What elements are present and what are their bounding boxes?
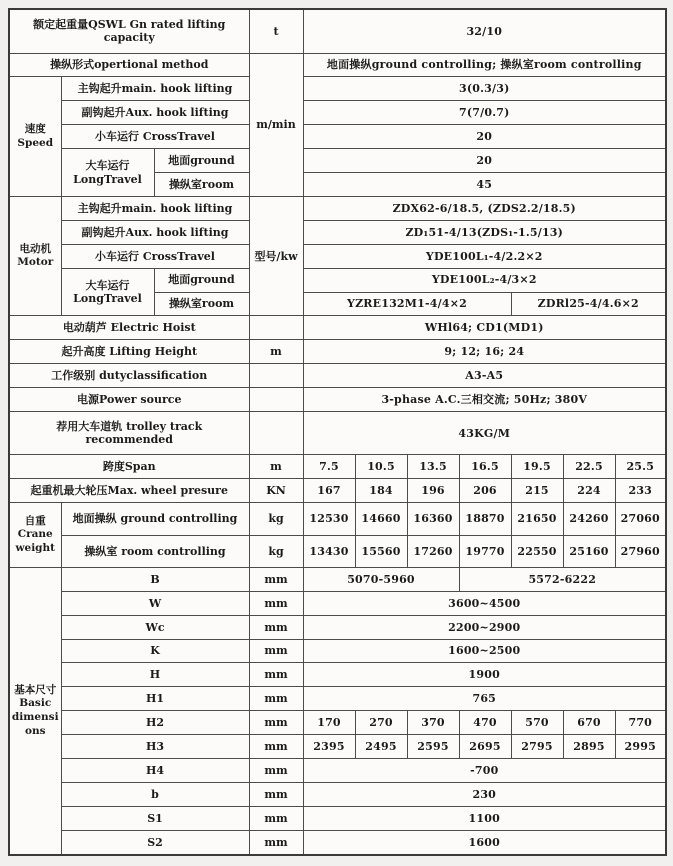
dim-K-label: K <box>61 639 249 663</box>
row-weight-room <box>9 535 666 567</box>
span-label: 跨度Span <box>9 455 249 479</box>
dim-S2-value: 1600 <box>303 830 666 855</box>
dim-S2-label: S2 <box>61 830 249 855</box>
weight-ground-cell: 24260 <box>563 503 615 535</box>
dim-H3-cell: 2695 <box>459 735 511 759</box>
motor-cross-travel-value: YDE100L₁-4/2.2×2 <box>303 244 666 268</box>
row-motor-long-travel-ground <box>9 268 666 292</box>
wheel-pressure-cell: 224 <box>563 479 615 503</box>
dim-b-value: 230 <box>303 782 666 806</box>
power-source-value: 3-phase A.C.三相交流; 50Hz; 380V <box>303 388 666 412</box>
dim-H2-label: H2 <box>61 711 249 735</box>
motor-room-value-right: ZDRl25-4/4.6×2 <box>511 292 666 316</box>
wheel-pressure-label: 起重机最大轮压Max. wheel presure <box>9 479 249 503</box>
motor-group-zh: 电动机 <box>19 242 51 255</box>
weight-ground-label: 地面操纵 ground controlling <box>61 503 249 535</box>
dim-K-unit: mm <box>249 639 303 663</box>
motor-long-travel-en: LongTravel <box>73 292 142 305</box>
speed-group-label <box>9 77 61 196</box>
wheel-pressure-cell: 196 <box>407 479 459 503</box>
row-dim-H1 <box>9 687 666 711</box>
dims-group-en: Basic dimensions <box>11 697 59 737</box>
dim-H3-cell: 2495 <box>355 735 407 759</box>
dim-H-unit: mm <box>249 663 303 687</box>
weight-ground-cell: 18870 <box>459 503 511 535</box>
duty-classification-label: 工作级别 dutyclassification <box>9 364 249 388</box>
crane-spec-table <box>8 8 667 856</box>
weight-ground-cell: 21650 <box>511 503 563 535</box>
row-dim-S2 <box>9 830 666 855</box>
motor-ground-value: YDE100L₂-4/3×2 <box>303 268 666 292</box>
speed-cross-travel-value: 20 <box>303 125 666 149</box>
motor-cross-travel-label: 小车运行 CrossTravel <box>61 244 249 268</box>
speed-ground-label: 地面ground <box>154 149 249 173</box>
dim-H-label: H <box>61 663 249 687</box>
row-trolley-track <box>9 411 666 454</box>
motor-group-label <box>9 196 61 315</box>
dim-H3-cell: 2895 <box>563 735 615 759</box>
dim-B-value-right: 5572-6222 <box>459 567 666 591</box>
dim-S1-value: 1100 <box>303 806 666 830</box>
span-value-cell: 16.5 <box>459 455 511 479</box>
dim-W-value: 3600~4500 <box>303 591 666 615</box>
trolley-track-label: 荐用大车道轨 trolley track recommended <box>9 411 249 454</box>
dim-H3-cell: 2995 <box>615 735 666 759</box>
dim-B-value-left: 5070-5960 <box>303 567 459 591</box>
motor-main-hook-value: ZDX62-6/18.5, (ZDS2.2/18.5) <box>303 196 666 220</box>
weight-ground-cell: 12530 <box>303 503 355 535</box>
lifting-height-value: 9; 12; 16; 24 <box>303 340 666 364</box>
dim-W-label: W <box>61 591 249 615</box>
speed-aux-hook-label: 副钩起升Aux. hook lifting <box>61 101 249 125</box>
weight-room-unit: kg <box>249 535 303 567</box>
wheel-pressure-cell: 206 <box>459 479 511 503</box>
wheel-pressure-unit: KN <box>249 479 303 503</box>
row-motor-aux-hook <box>9 220 666 244</box>
dim-Wc-label: Wc <box>61 615 249 639</box>
motor-room-label: 操纵室room <box>154 292 249 316</box>
row-dim-H <box>9 663 666 687</box>
row-dim-K <box>9 639 666 663</box>
row-dim-S1 <box>9 806 666 830</box>
wheel-pressure-cell: 233 <box>615 479 666 503</box>
row-span <box>9 455 666 479</box>
row-operational-method <box>9 53 666 77</box>
row-wheel-pressure <box>9 479 666 503</box>
dim-H2-cell: 770 <box>615 711 666 735</box>
trolley-track-unit <box>249 411 303 454</box>
row-dim-Wc <box>9 615 666 639</box>
dims-group-label <box>9 567 61 855</box>
motor-long-travel-label <box>61 268 154 316</box>
wheel-pressure-cell: 184 <box>355 479 407 503</box>
dim-H2-cell: 270 <box>355 711 407 735</box>
dim-S1-label: S1 <box>61 806 249 830</box>
operational-method-value: 地面操纵ground controlling; 操纵室room controlling <box>303 53 666 77</box>
motor-main-hook-label: 主钩起升main. hook lifting <box>61 196 249 220</box>
dim-b-unit: mm <box>249 782 303 806</box>
row-speed-long-travel-ground <box>9 149 666 173</box>
weight-group-zh: 自重 <box>24 514 46 527</box>
speed-group-zh: 速度 <box>24 123 46 136</box>
dim-H4-value: -700 <box>303 759 666 783</box>
weight-ground-cell: 27060 <box>615 503 666 535</box>
power-source-unit <box>249 388 303 412</box>
dim-H1-label: H1 <box>61 687 249 711</box>
span-value-cell: 10.5 <box>355 455 407 479</box>
power-source-label: 电源Power source <box>9 388 249 412</box>
weight-room-cell: 25160 <box>563 535 615 567</box>
speed-room-label: 操纵室room <box>154 173 249 197</box>
row-motor-cross-travel <box>9 244 666 268</box>
dim-Wc-unit: mm <box>249 615 303 639</box>
dim-b-label: b <box>61 782 249 806</box>
row-electric-hoist <box>9 316 666 340</box>
span-value-cell: 25.5 <box>615 455 666 479</box>
dim-H4-unit: mm <box>249 759 303 783</box>
motor-aux-hook-value: ZD₁51-4/13(ZDS₁-1.5/13) <box>303 220 666 244</box>
weight-room-cell: 27960 <box>615 535 666 567</box>
span-value-cell: 19.5 <box>511 455 563 479</box>
span-value-cell: 22.5 <box>563 455 615 479</box>
row-dim-W <box>9 591 666 615</box>
speed-long-travel-label <box>61 149 154 197</box>
weight-ground-unit: kg <box>249 503 303 535</box>
dims-group-zh: 基本尺寸 <box>14 683 57 696</box>
span-value-cell: 13.5 <box>407 455 459 479</box>
rated-capacity-unit: t <box>249 9 303 53</box>
row-dim-B <box>9 567 666 591</box>
lifting-height-label: 起升高度 Lifting Height <box>9 340 249 364</box>
motor-room-value-left: YZRE132M1-4/4×2 <box>303 292 511 316</box>
trolley-track-value: 43KG/M <box>303 411 666 454</box>
dim-H2-cell: 470 <box>459 711 511 735</box>
dim-H3-cell: 2595 <box>407 735 459 759</box>
dim-B-unit: mm <box>249 567 303 591</box>
row-dim-H3 <box>9 735 666 759</box>
row-dim-H2 <box>9 711 666 735</box>
dim-K-value: 1600~2500 <box>303 639 666 663</box>
dim-H2-cell: 670 <box>563 711 615 735</box>
motor-long-travel-zh: 大车运行 <box>85 278 130 292</box>
speed-ground-value: 20 <box>303 149 666 173</box>
dim-H2-cell: 370 <box>407 711 459 735</box>
duty-classification-unit <box>249 364 303 388</box>
dim-Wc-value: 2200~2900 <box>303 615 666 639</box>
speed-long-travel-zh: 大车运行 <box>85 159 130 173</box>
dim-H3-unit: mm <box>249 735 303 759</box>
speed-main-hook-value: 3(0.3/3) <box>303 77 666 101</box>
row-speed-main-hook <box>9 77 666 101</box>
dim-H2-cell: 570 <box>511 711 563 735</box>
row-lifting-height <box>9 340 666 364</box>
lifting-height-unit: m <box>249 340 303 364</box>
row-dim-b <box>9 782 666 806</box>
speed-long-travel-en: LongTravel <box>73 172 142 186</box>
row-weight-ground <box>9 503 666 535</box>
weight-group-en: Crane weight <box>15 528 56 554</box>
dim-H2-cell: 170 <box>303 711 355 735</box>
dim-H3-cell: 2795 <box>511 735 563 759</box>
wheel-pressure-cell: 167 <box>303 479 355 503</box>
speed-main-hook-label: 主钩起升main. hook lifting <box>61 77 249 101</box>
dim-B-label: B <box>61 567 249 591</box>
weight-room-cell: 15560 <box>355 535 407 567</box>
operational-method-label: 操纵形式opertional method <box>9 53 249 77</box>
row-motor-main-hook <box>9 196 666 220</box>
span-value-cell: 7.5 <box>303 455 355 479</box>
row-rated-capacity <box>9 9 666 53</box>
speed-group-en: Speed <box>17 136 54 149</box>
weight-ground-cell: 16360 <box>407 503 459 535</box>
rated-capacity-label: 额定起重量QSWL Gn rated lifting capacity <box>9 9 249 53</box>
row-speed-cross-travel <box>9 125 666 149</box>
dim-H2-unit: mm <box>249 711 303 735</box>
dim-H1-unit: mm <box>249 687 303 711</box>
speed-aux-hook-value: 7(7/0.7) <box>303 101 666 125</box>
row-duty-classification <box>9 364 666 388</box>
dim-H4-label: H4 <box>61 759 249 783</box>
rated-capacity-value: 32/10 <box>303 9 666 53</box>
dim-S2-unit: mm <box>249 830 303 855</box>
weight-room-cell: 17260 <box>407 535 459 567</box>
dim-H-value: 1900 <box>303 663 666 687</box>
speed-unit: m/min <box>249 53 303 196</box>
weight-room-label: 操纵室 room controlling <box>61 535 249 567</box>
span-unit: m <box>249 455 303 479</box>
duty-classification-value: A3-A5 <box>303 364 666 388</box>
dim-H3-cell: 2395 <box>303 735 355 759</box>
motor-group-en: Motor <box>17 256 54 269</box>
row-dim-H4 <box>9 759 666 783</box>
electric-hoist-label: 电动葫芦 Electric Hoist <box>9 316 249 340</box>
wheel-pressure-cell: 215 <box>511 479 563 503</box>
row-speed-aux-hook <box>9 101 666 125</box>
dim-H3-label: H3 <box>61 735 249 759</box>
dim-W-unit: mm <box>249 591 303 615</box>
electric-hoist-value: WHl64; CD1(MD1) <box>303 316 666 340</box>
dim-S1-unit: mm <box>249 806 303 830</box>
motor-ground-label: 地面ground <box>154 268 249 292</box>
weight-room-cell: 13430 <box>303 535 355 567</box>
electric-hoist-unit <box>249 316 303 340</box>
weight-group-label <box>9 503 61 568</box>
speed-cross-travel-label: 小车运行 CrossTravel <box>61 125 249 149</box>
motor-unit: 型号/kw <box>249 196 303 315</box>
weight-room-cell: 19770 <box>459 535 511 567</box>
dim-H1-value: 765 <box>303 687 666 711</box>
speed-room-value: 45 <box>303 173 666 197</box>
weight-room-cell: 22550 <box>511 535 563 567</box>
weight-ground-cell: 14660 <box>355 503 407 535</box>
row-power-source <box>9 388 666 412</box>
motor-aux-hook-label: 副钩起升Aux. hook lifting <box>61 220 249 244</box>
